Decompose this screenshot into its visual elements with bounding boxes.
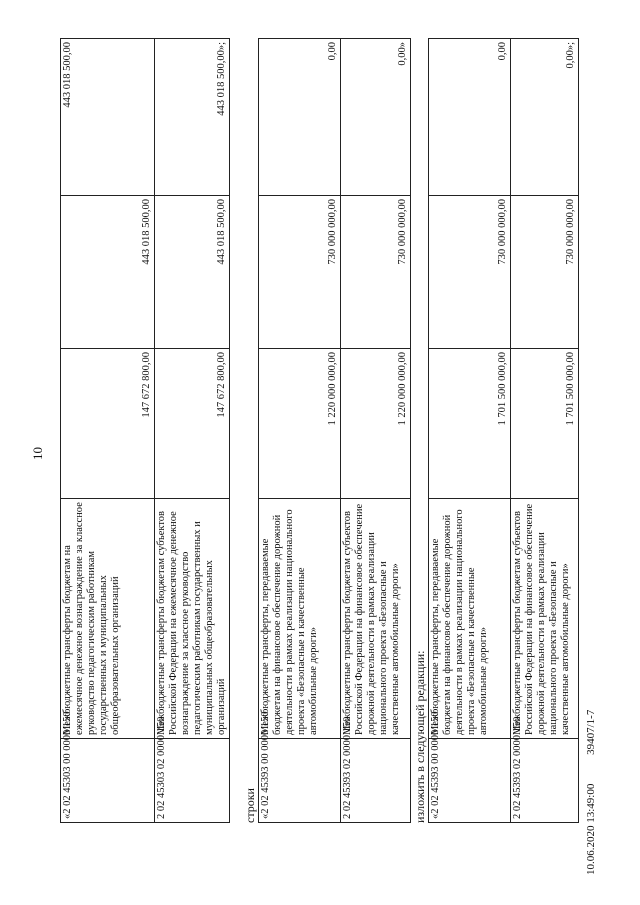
stamp-line <box>582 283 599 402</box>
footer <box>585 684 597 875</box>
name-cell: Межбюджетные трансферты, передаваемые бюджетам на финансовое обеспечение дорожной деятельности в рамках реализации национального проекта «Безопасные и качественные автомобильные дороги» <box>259 499 341 739</box>
table-3 <box>428 38 579 823</box>
section-label: строки <box>243 788 257 823</box>
value-cell: 730 000 000,00 <box>341 196 411 349</box>
table-row <box>429 39 511 823</box>
value-cell: 730 000 000,00 <box>259 196 341 349</box>
code-cell: «2 02 45393 00 0000 150 <box>429 739 511 823</box>
value-cell: 0,00»; <box>511 39 579 196</box>
value-cell: 147 672 800,00 <box>61 349 155 499</box>
value-cell: 443 018 500,00»; <box>155 39 230 196</box>
table-row <box>61 39 155 823</box>
code-cell: «2 02 45393 00 0000 150 <box>259 739 341 823</box>
section-label: изложить в следующей редакции: <box>413 650 427 823</box>
name-cell: Межбюджетные трансферты бюджетам субъектов Российской Федерации на ежемесячное денежное вознаграждение за классное руководство педагогическим работникам государственных и муниципальных общеобразовательных организаций <box>155 499 230 739</box>
code-cell: 2 02 45393 02 0000 150 <box>511 739 579 823</box>
table-row <box>341 39 411 823</box>
table-row <box>155 39 230 823</box>
value-cell: 730 000 000,00 <box>429 196 511 349</box>
value-cell: 1 701 500 000,00 <box>511 349 579 499</box>
value-cell: 0,00 <box>259 39 341 196</box>
name-cell: Межбюджетные трансферты бюджетам субъектов Российской Федерации на финансовое обеспечение дорожной деятельности в рамках реализации национального проекта «Безопасные и качественные автомобильные дороги» <box>511 499 579 739</box>
page-number: 10 <box>30 447 45 460</box>
table-row <box>511 39 579 823</box>
value-cell: 443 018 500,00 <box>155 196 230 349</box>
table-1 <box>60 38 230 823</box>
value-cell: 730 000 000,00 <box>511 196 579 349</box>
value-cell: 0,00» <box>341 39 411 196</box>
footer-datetime: 10.06.2020 13:49:00 <box>585 783 597 875</box>
value-cell: 1 220 000 000,00 <box>341 349 411 499</box>
value-cell: 1 220 000 000,00 <box>259 349 341 499</box>
value-cell: 443 018 500,00 <box>61 39 155 196</box>
value-cell: 0,00 <box>429 39 511 196</box>
code-cell: 2 02 45303 02 0000 150 <box>155 739 230 823</box>
faint-stamp <box>582 278 638 402</box>
value-cell: 443 018 500,00 <box>61 196 155 349</box>
table-row <box>259 39 341 823</box>
code-cell: 2 02 45393 02 0000 150 <box>341 739 411 823</box>
name-cell: Межбюджетные трансферты, передаваемые бюджетам на финансовое обеспечение дорожной деятельности в рамках реализации национального проекта «Безопасные и качественные автомобильные дороги» <box>429 499 511 739</box>
stamp-line <box>582 283 599 402</box>
table-2 <box>258 38 411 823</box>
name-cell: Межбюджетные трансферты бюджетам на ежемесячное денежное вознаграждение за классное руководство педагогическим работникам государственных и муниципальных общеобразовательных организаций <box>61 499 155 739</box>
stamp-line <box>582 283 599 402</box>
name-cell: Межбюджетные трансферты бюджетам субъектов Российской Федерации на финансовое обеспечение дорожной деятельности в рамках реализации национального проекта «Безопасные и качественные автомобильные дороги» <box>341 499 411 739</box>
value-cell: 1 701 500 000,00 <box>429 349 511 499</box>
code-cell: «2 02 45303 00 0000 150 <box>61 739 155 823</box>
footer-doc-id: 39407/1-7 <box>585 709 597 755</box>
value-cell: 147 672 800,00 <box>155 349 230 499</box>
